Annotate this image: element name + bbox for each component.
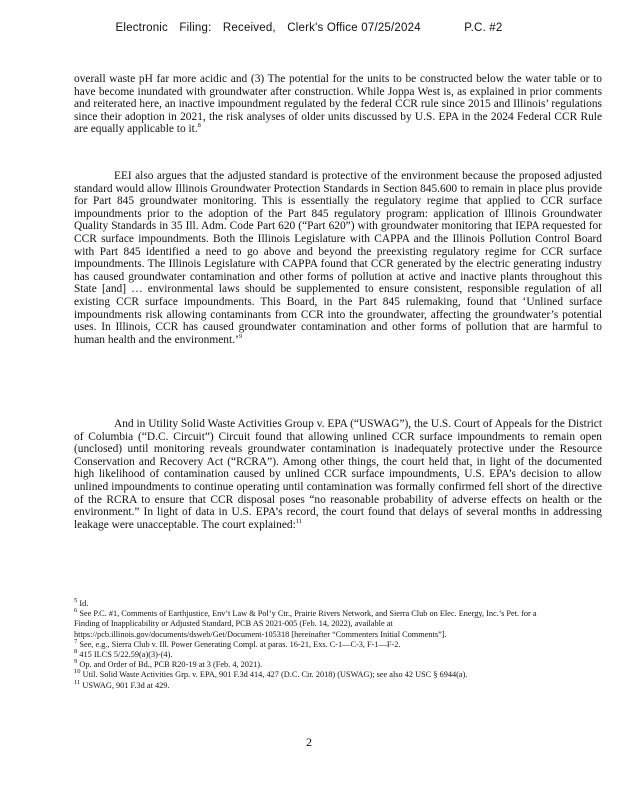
paragraph-1-text: overall waste pH far more acidic and (3) The potential for the units to be constructed below the water table or to have become inundated with groundwater after construction. While Joppa West is, as explained in prior comments and reiterated here, an inactive impoundment regulated by the federal CCR rule since 2015 and Illinois’ regulations since their adoption in 2021, the risk analyses of older units discussed by U.S. EPA in the 2024 Federal CCR Rule are equally applicable to it. [74, 73, 602, 136]
footnote: $^{11}$ USWAG, 901 F.3d at 429. [74, 678, 170, 690]
header-filing: Filing: [179, 22, 212, 34]
paragraph-3-text: And in Utility Solid Waste Activities Group v. EPA (“USWAG”), the U.S. Court of Appeals for the District of Columbia (“D.C. Circuit”) Circuit found that allowing unlined CCR surface impoundments to remain open (unclosed) until monitoring reveals groundwater contamination is inadequately protective under the Resource Conservation and Recovery Act (“RCRA”). Among other things, the court held that, in light of the documented high likelihood of contamination caused by unlined CCR surface impoundments, U.S. EPA’s decision to allow unlined impoundments to continue operating until contamination was formally confirmed fell short of the directive of the RCRA to ensure that CCR disposal poses “no reasonable probability of adverse effects on health or the environment.” In light of data in U.S. EPA’s record, the court found that delays of several months in addressing leakage were unacceptable. The court explained: [74, 418, 602, 531]
footnote-ref: 11 [295, 517, 303, 525]
filing-header [0, 22, 618, 34]
footnotes [74, 599, 564, 691]
footnote: $^5$ Id. [74, 597, 89, 608]
footnote: $^7$ See, e.g., Sierra Club v. Ill. Power Generating Compl. at paras. 16-21, Exs. C-1—C-3, F-1—F-2. [74, 638, 401, 649]
header-office-date: Clerk's Office 07/25/2024 [287, 22, 421, 34]
header-electronic: Electronic [115, 22, 168, 34]
footnote: $^{10}$ Util. Solid Waste Activities Grp. v. EPA, 901 F.3d 414, 427 (D.C. Cir. 2018) (USWAG); see also 42 USC § 6944(a). [74, 668, 468, 680]
footnote: $^9$ Op. and Order of Bd., PCB R20-19 at 3 (Feb. 4, 2021). [74, 658, 263, 670]
paragraph-2-text: EEI also argues that the adjusted standard is protective of the environment because the proposed adjusted standard would allow Illinois Groundwater Protection Standards in Section 845.600 to remain in place plus provide for Part 845 groundwater monitoring. This is essentially the regulatory regime that applied to CCR surface impoundments prior to the adoption of the Part 845 regulatory program: application of Illinois Groundwater Quality Standards in 35 Ill. Adm. Code Part 620 (“Part 620”) with groundwater monitoring that IEPA requested for CCR surface impoundments. Both the Illinois Legislature with CAPPA and the Illinois Pollution Control Board with Part 845 identified a need to go above and beyond the preexisting regulatory regime for CCR surface impoundments. The Illinois Legislature with CAPPA found that CCR generated by the electric generating industry has caused groundwater contamination and other forms of pollution at active and inactive plants throughout this State [and] … environmental laws should be supplemented to ensure consistent, responsible regulation of all existing CCR surface impoundments. This Board, in the Part 845 rulemaking, found that ‘Unlined surface impoundments risk allowing contaminants from CCR into the groundwater, affecting the groundwater’s potential uses. In Illinois, CCR has caused groundwater contamination and other forms of pollution that are harmful to human health and the environment.’ [74, 170, 602, 346]
header-received: Received, [222, 22, 276, 34]
footnote: $^6$ See P.C. #1, Comments of Earthjustice, Env’t Law & Pol’y Ctr., Prairie Rivers Network, and Sierra Club on Elec. Energy, Inc.’s Pet. for a Finding of Inapplicability or Adjusted Standard, PCB AS 2021-005 (Feb. 14, 2022), available at https://pcb.illinois.gov/documents/dsweb/Get/Document-105318 [hereinafter “Commenters Initial Comments”]. [74, 607, 537, 639]
paragraph-1 [74, 73, 602, 136]
paragraph-3 [74, 418, 602, 531]
header-pc-number: P.C. #2 [464, 22, 503, 34]
paragraph-2 [74, 170, 602, 346]
footnote-ref: 8 [197, 122, 201, 130]
footnote: $^8$ 415 ILCS 5/22.59(a)(3)-(4). [74, 648, 173, 660]
page-number: 2 [306, 735, 312, 749]
footnote-ref: 9 [238, 332, 243, 340]
